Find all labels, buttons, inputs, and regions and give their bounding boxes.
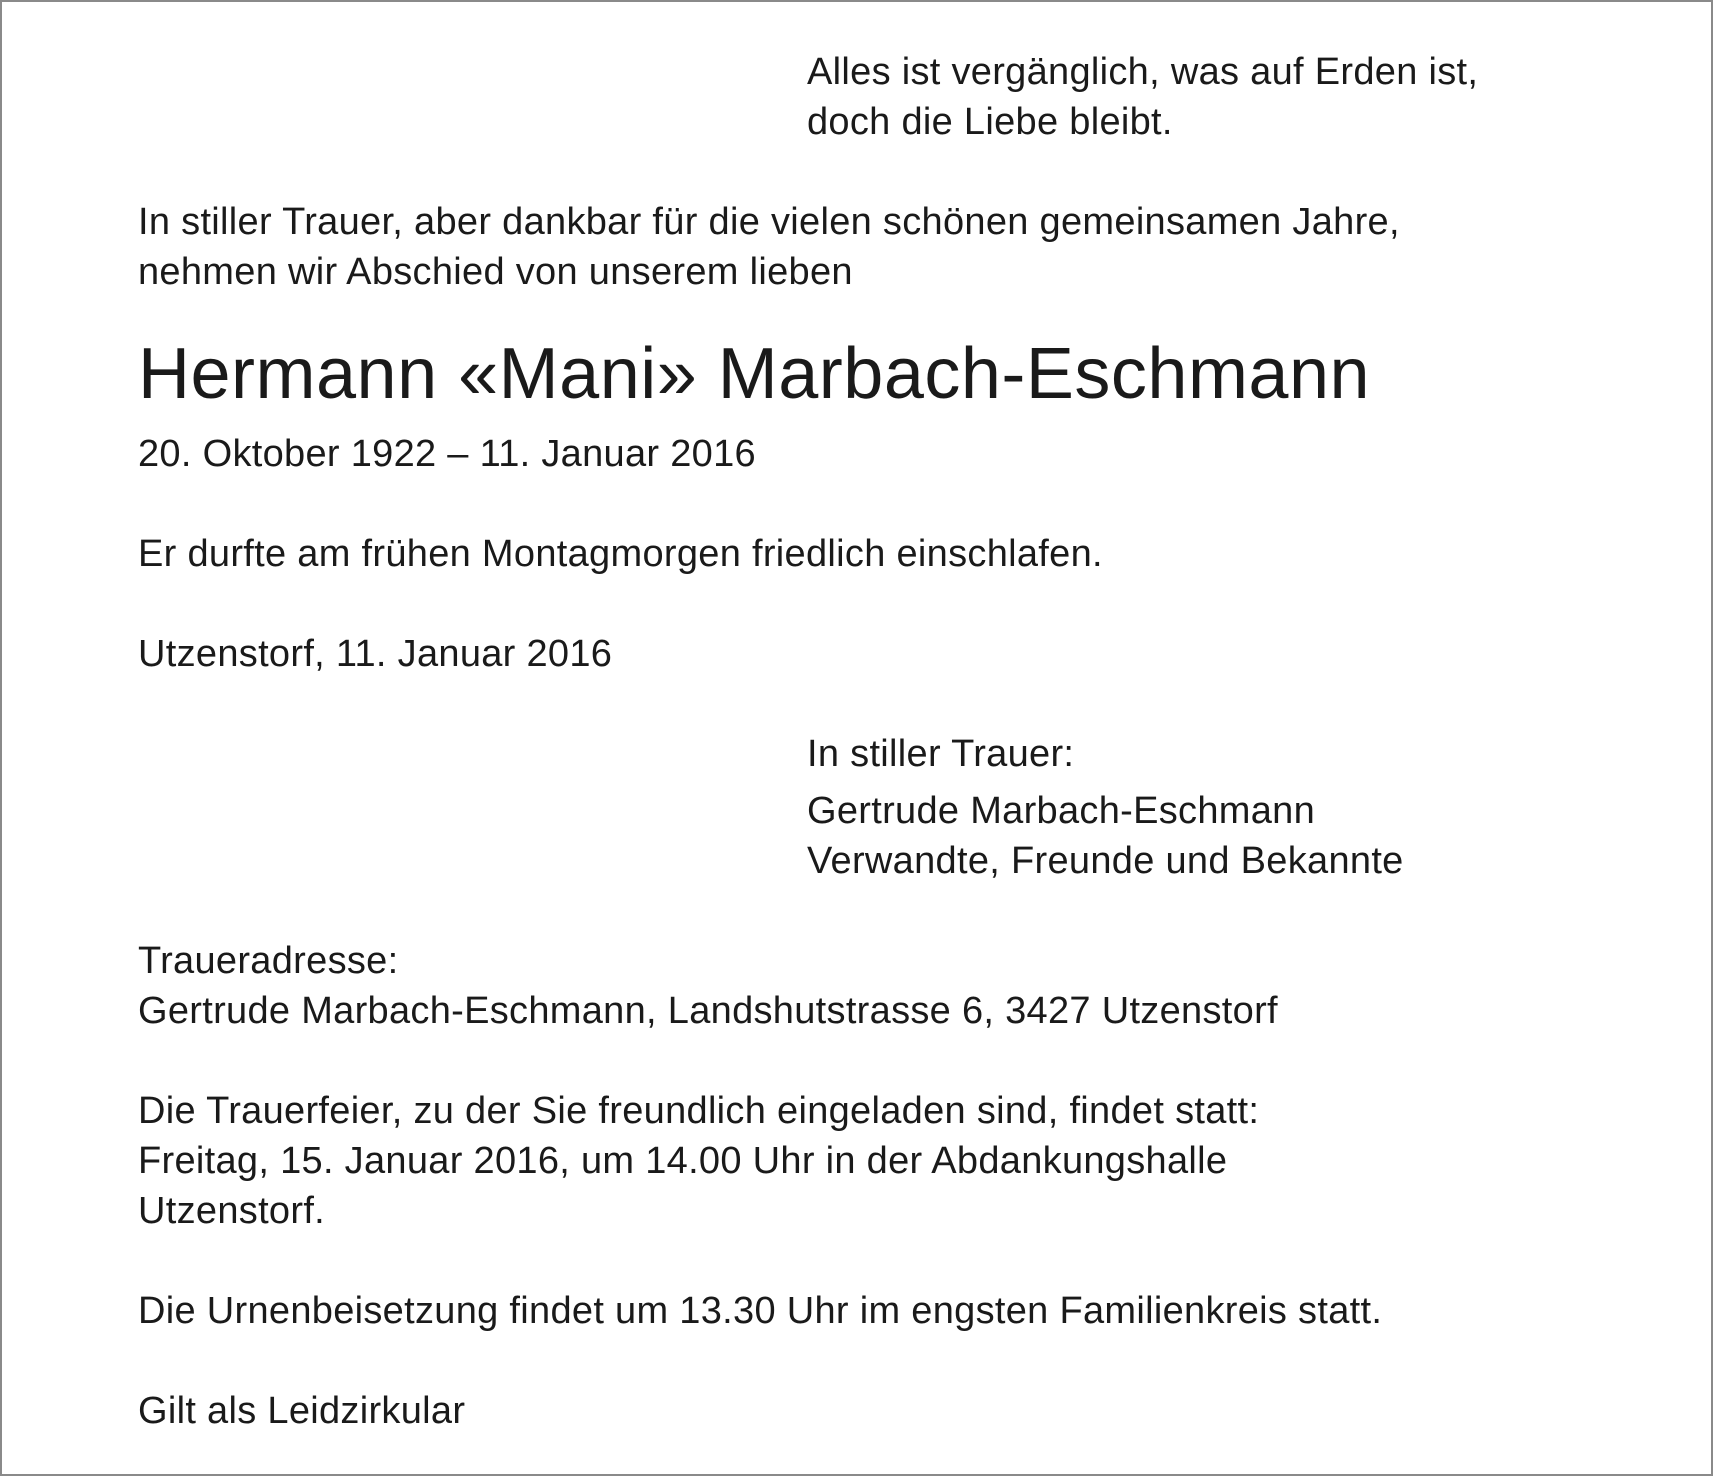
motto-quote [807,47,1478,147]
intro-paragraph [138,197,1400,297]
ceremony-line-2: Freitag, 15. Januar 2016, um 14.00 Uhr in der Abdankungshalle [138,1140,1228,1182]
address-label: Traueradresse: [138,940,399,982]
address-value: Gertrude Marbach-Eschmann, Landshutstrasse 6, 3427 Utzenstorf [138,990,1278,1032]
life-dates: 20. Oktober 1922 – 11. Januar 2016 [138,433,756,475]
urn-burial-info: Die Urnenbeisetzung findet um 13.30 Uhr im engsten Familienkreis statt. [138,1290,1383,1332]
mourner-name: Gertrude Marbach-Eschmann [807,790,1316,832]
ceremony-line-3: Utzenstorf. [138,1190,326,1232]
intro-line-2: nehmen wir Abschied von unserem lieben [138,251,853,293]
mourning-address [138,936,1278,1036]
circular-note: Gilt als Leidzirkular [138,1390,466,1432]
deceased-name: Hermann «Mani» Marbach-Eschmann [138,334,1371,414]
motto-line-2: doch die Liebe bleibt. [807,101,1173,143]
intro-line-1: In stiller Trauer, aber dankbar für die vielen schönen gemeinsamen Jahre, [138,201,1400,243]
ceremony-line-1: Die Trauerfeier, zu der Sie freundlich eingeladen sind, findet statt: [138,1090,1260,1132]
ceremony-info [138,1086,1259,1236]
place-and-date: Utzenstorf, 11. Januar 2016 [138,633,613,675]
motto-line-1: Alles ist vergänglich, was auf Erden ist, [807,51,1479,93]
mourners-list [807,786,1404,886]
mourner-name: Verwandte, Freunde und Bekannte [807,840,1404,882]
mourners-heading: In stiller Trauer: [807,733,1075,775]
passing-text: Er durfte am frühen Montagmorgen friedlich einschlafen. [138,533,1103,575]
